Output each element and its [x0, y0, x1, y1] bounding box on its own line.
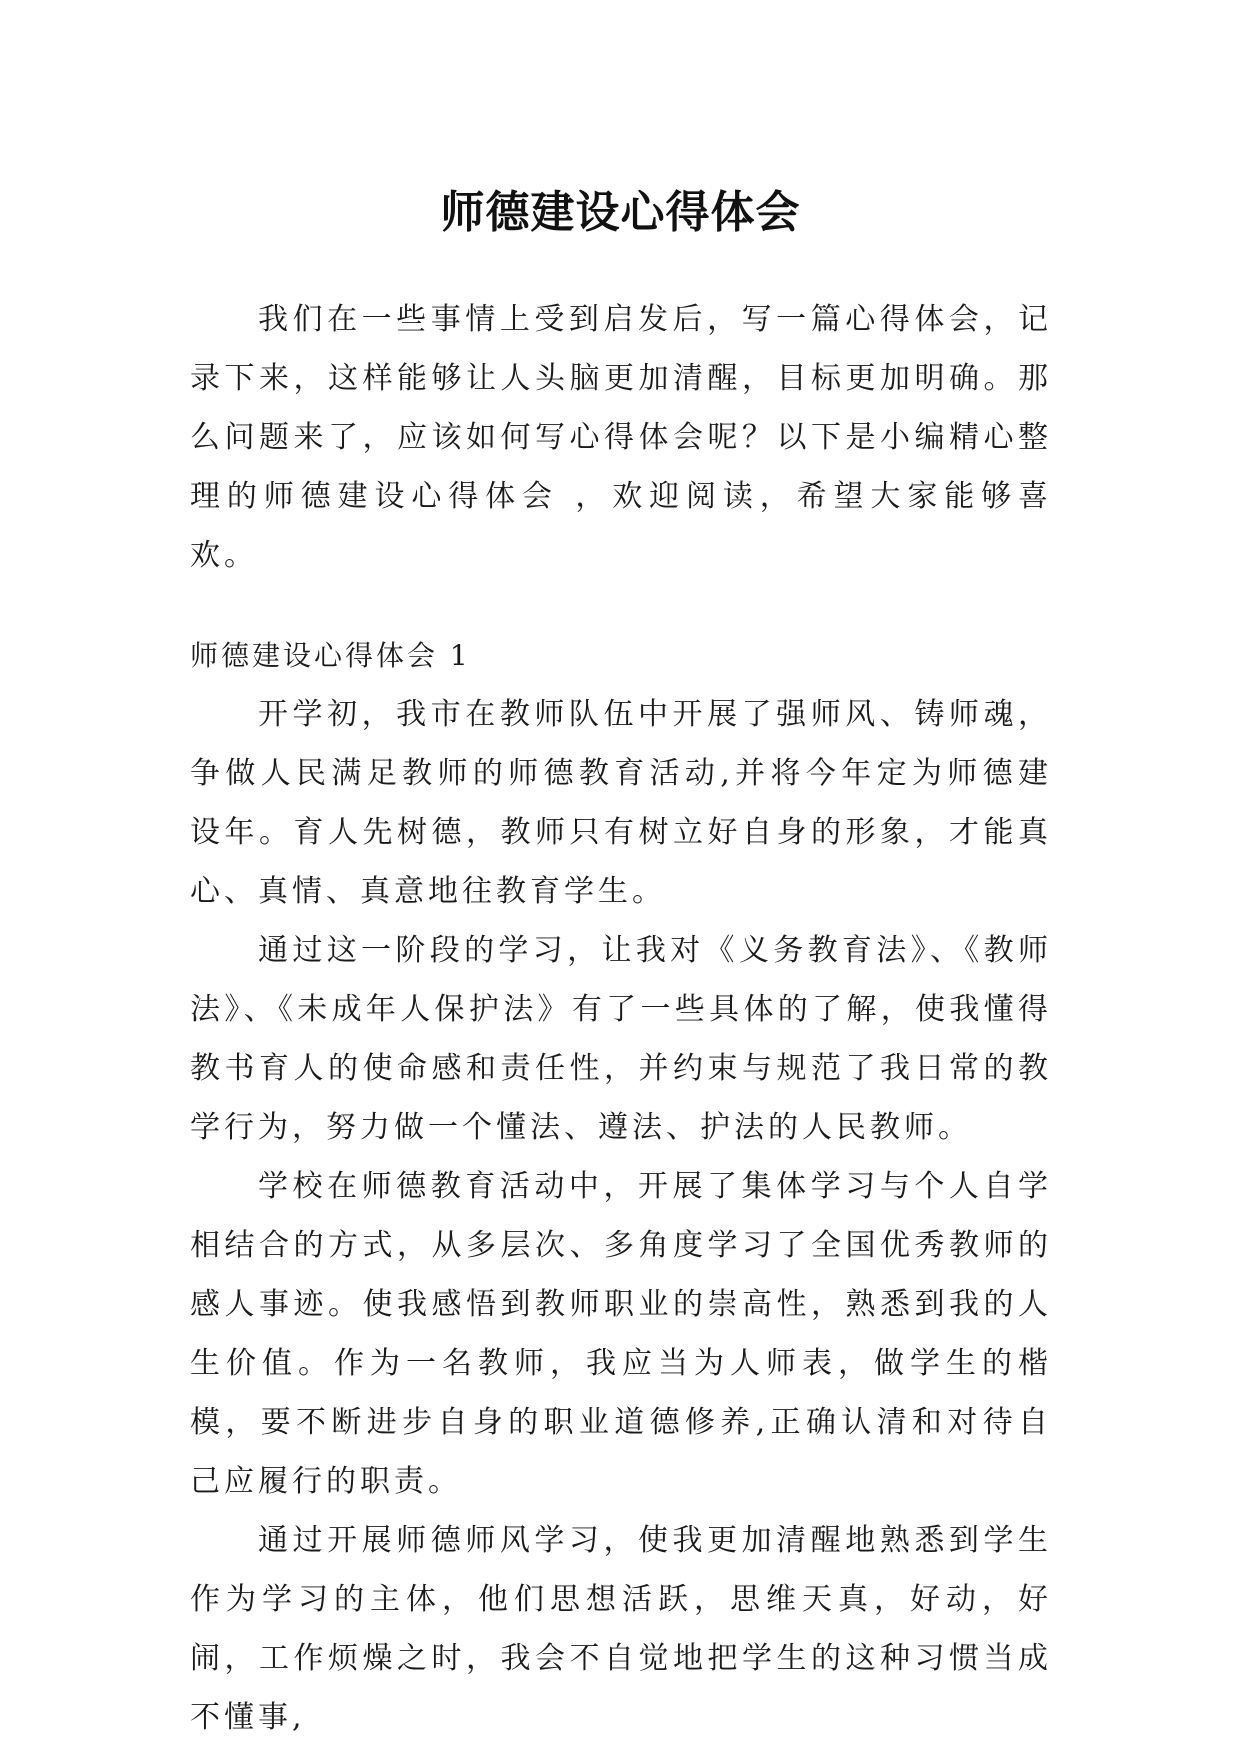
section-heading: 师德建设心得体会 1: [190, 639, 471, 672]
body-paragraph-4: 通过开展师德师风学习，使我更加清醒地熟悉到学生作为学习的主体，他们思想活跃，思维天真，好动，好闹，工作烦燥之时，我会不自觉地把学生的这种习惯当成不懂事,: [190, 1523, 1052, 1735]
document-title: 师德建设心得体会: [440, 187, 801, 239]
intro-paragraph: 我们在一些事情上受到启发后，写一篇心得体会，记录下来，这样能够让人头脑更加清醒，目标更加明确。那么问题来了，应该如何写心得体会呢？以下是小编精心整理的师德建设心得体会 ，欢迎阅读，希望大家能够喜欢。: [190, 302, 1052, 573]
document-body: [190, 290, 1052, 1747]
body-paragraph-2: 通过这一阶段的学习，让我对《义务教育法》、《教师法》、《未成年人保护法》有了一些具体的了解，使我懂得教书育人的使命感和责任性，并约束与规范了我日常的教学行为，努力做一个懂法、遵法、护法的人民教师。: [190, 933, 1052, 1145]
body-paragraph-1: 开学初，我市在教师队伍中开展了强师风、铸师魂，争做人民满足教师的师德教育活动,并将今年定为师德建设年。育人先树德，教师只有树立好自身的形象，才能真心、真情、真意地往教育学生。: [190, 697, 1052, 909]
body-paragraph-3: 学校在师德教育活动中，开展了集体学习与个人自学相结合的方式，从多层次、多角度学习了全国优秀教师的感人事迹。使我感悟到教师职业的崇高性，熟悉到我的人生价值。作为一名教师，我应当为人师表，做学生的楷模，要不断进步自身的职业道德修养,正确认清和对待自己应履行的职责。: [190, 1169, 1052, 1499]
